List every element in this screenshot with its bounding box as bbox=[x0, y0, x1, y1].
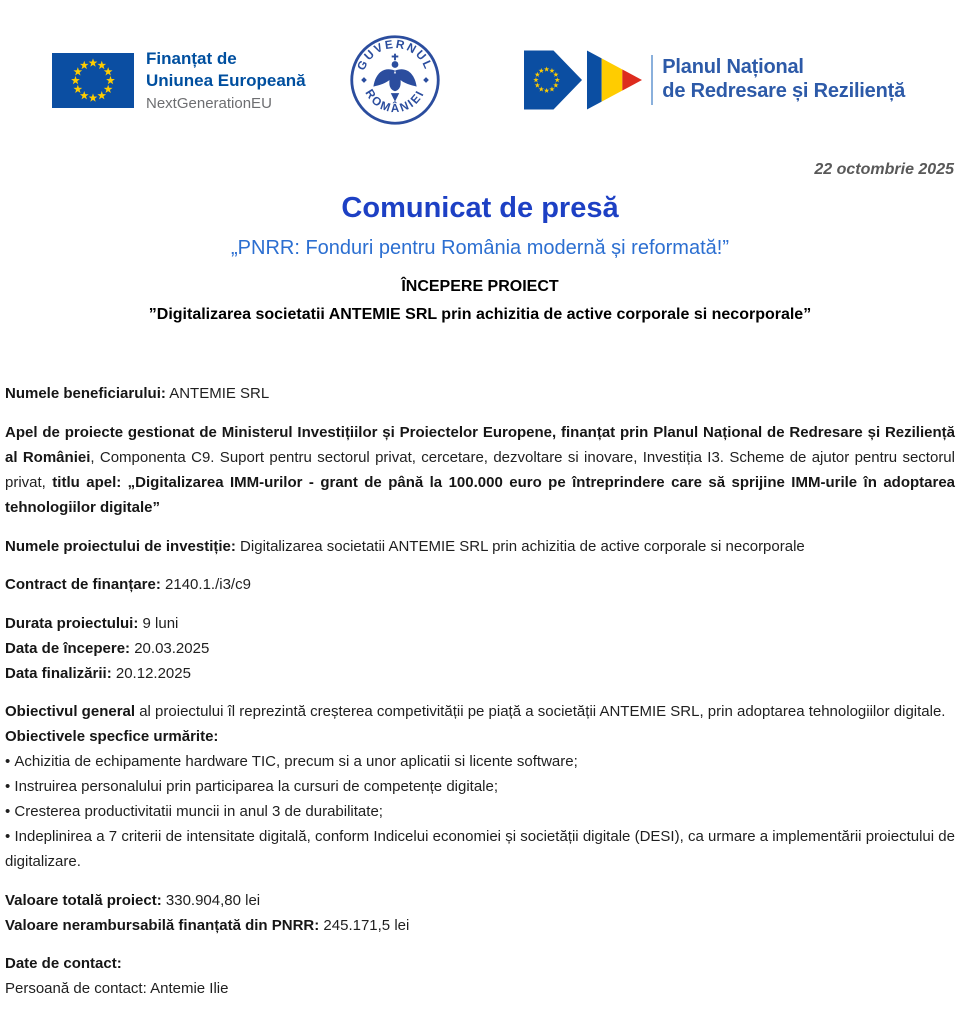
beneficiary-line bbox=[5, 381, 955, 406]
general-objective-label: Obiectivul general bbox=[5, 703, 136, 720]
start-date-line bbox=[5, 636, 955, 661]
end-date-value: 20.12.2025 bbox=[111, 665, 191, 682]
project-name-value: Digitalizarea societatii ANTEMIE SRL prin achizitia de active corporale si necorporale bbox=[235, 538, 805, 555]
contract-value: 2140.1./i3/c9 bbox=[160, 576, 251, 593]
eu-funding-logo bbox=[52, 48, 306, 112]
project-name-label: Numele proiectului de investiție: bbox=[5, 538, 236, 555]
objective-item: • Indeplinirea a 7 criterii de intensitate digitală, conform Indicelui economiei și societății digitale (DESI), ca urmare a implementării proiectului de digitalizare. bbox=[5, 824, 955, 874]
contract-label: Contract de finanțare: bbox=[5, 576, 161, 593]
total-value-amount: 330.904,80 lei bbox=[161, 892, 261, 909]
total-value-label: Valoare totală proiect: bbox=[5, 892, 162, 909]
contact-block bbox=[5, 951, 955, 1001]
eu-logo-line1: Finanțat de bbox=[146, 49, 237, 69]
call-regular-text: , Componenta C9. Suport pentru sectorul privat, cercetare, dezvoltare si inovare, Investiția I3. Scheme de ajutor pentru sectorul privat, bbox=[5, 449, 955, 491]
call-paragraph bbox=[5, 420, 955, 520]
objective-item: • Instruirea personalului prin participarea la cursuri de competențe digitale; bbox=[5, 774, 955, 799]
total-value-line bbox=[5, 888, 955, 913]
duration-value: 9 luni bbox=[138, 615, 179, 632]
press-release-body bbox=[0, 381, 960, 1001]
pnrr-arrows-icon bbox=[524, 49, 642, 111]
pnrr-logo-line2: de Redresare și Reziliență bbox=[662, 80, 905, 102]
beneficiary-value: ANTEMIE SRL bbox=[165, 385, 270, 402]
grant-value-line bbox=[5, 913, 955, 938]
end-date-line bbox=[5, 661, 955, 686]
eu-flag-icon bbox=[52, 53, 134, 108]
contact-heading: Date de contact: bbox=[5, 955, 122, 972]
grant-value-label: Valoare nerambursabilă finanțată din PNRR: bbox=[5, 917, 320, 934]
start-date-label: Data de începere: bbox=[5, 640, 131, 657]
duration-line bbox=[5, 611, 955, 636]
beneficiary-label: Numele beneficiarului: bbox=[5, 385, 166, 402]
call-bold-intro: Apel de proiecte gestionat de Ministerul Investițiilor și Proiectelor Europene, finanțat prin Planul Național de Redresare și Reziliență al României bbox=[5, 424, 955, 466]
pnrr-logo-line1: Planul Național bbox=[662, 56, 804, 79]
general-objective-paragraph bbox=[5, 699, 955, 724]
pnrr-slogan: „PNRR: Fonduri pentru România modernă și reformată!” bbox=[231, 237, 729, 259]
pnrr-logo-divider bbox=[651, 55, 653, 105]
timeline-block bbox=[5, 611, 955, 686]
section-heading: ÎNCEPERE PROIECT bbox=[401, 278, 559, 295]
eu-logo-line3: NextGenerationEU bbox=[146, 94, 272, 112]
specific-objectives-heading: Obiectivele specfice urmărite: bbox=[5, 728, 219, 745]
values-block bbox=[5, 888, 955, 938]
general-objective-text: al proiectului îl reprezintă creșterea competivității pe piață a societății ANTEMIE SRL, prin adoptarea tehnologiilor digitale. bbox=[135, 703, 946, 720]
svg-text:GUVERNUL: GUVERNUL bbox=[354, 37, 436, 73]
logos-header bbox=[0, 0, 960, 127]
start-date-value: 20.03.2025 bbox=[130, 640, 210, 657]
contract-line bbox=[5, 572, 955, 597]
objectives-list bbox=[5, 749, 955, 874]
objective-item: • Achizitia de echipamente hardware TIC, precum si a unor aplicatii si licente software; bbox=[5, 749, 955, 774]
svg-text:ROMÂNIEI: ROMÂNIEI bbox=[362, 87, 428, 116]
eu-logo-line2: Uniunea Europeană bbox=[146, 70, 306, 90]
contact-person-line: Persoană de contact: Antemie Ilie bbox=[5, 980, 229, 997]
call-title-bold: titlu apel: „Digitalizarea IMM-urilor - grant de până la 100.000 euro pe întreprindere care să sprijine IMM-urile în adoptarea tehnologiilor digitale” bbox=[5, 474, 956, 516]
page-title: Comunicat de presă bbox=[341, 192, 619, 224]
romanian-government-seal-icon bbox=[348, 33, 442, 127]
duration-label: Durata proiectului: bbox=[5, 615, 139, 632]
grant-value-amount: 245.171,5 lei bbox=[319, 917, 410, 934]
press-release-date: 22 octombrie 2025 bbox=[814, 161, 954, 178]
project-name-line bbox=[5, 534, 955, 559]
end-date-label: Data finalizării: bbox=[5, 665, 112, 682]
pnrr-logo bbox=[524, 49, 905, 111]
project-title: ”Digitalizarea societatii ANTEMIE SRL prin achizitia de active corporale si necorporale” bbox=[148, 306, 812, 323]
objective-item: • Cresterea productivitatii muncii in anul 3 de durabilitate; bbox=[5, 799, 955, 824]
